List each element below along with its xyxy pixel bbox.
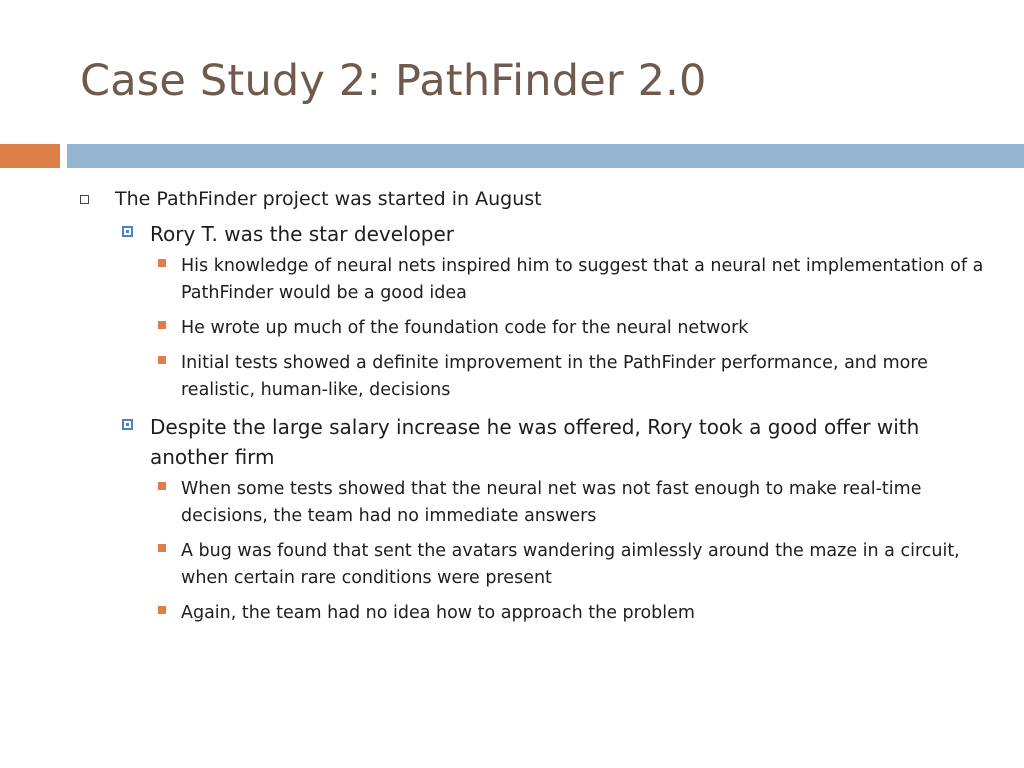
bullet-text: When some tests showed that the neural net was not fast enough to make real-time decisions, the team had no immediate answers xyxy=(181,479,922,526)
bullet-item xyxy=(0,476,1024,538)
bullet-item xyxy=(0,315,1024,350)
bullet-item xyxy=(0,600,1024,635)
bullet-item xyxy=(0,350,1024,412)
bullet-item xyxy=(0,538,1024,600)
bullet-text: He wrote up much of the foundation code for the neural network xyxy=(181,318,749,338)
filled-square-bullet-icon xyxy=(158,544,166,552)
bullet-text: Rory T. was the star developer xyxy=(150,222,455,246)
square-bullet-icon xyxy=(122,419,133,430)
bullet-item xyxy=(0,253,1024,315)
bullet-text: His knowledge of neural nets inspired him to suggest that a neural net implementation of a PathFinder would be a good idea xyxy=(181,256,984,303)
title-accent-bar xyxy=(0,144,60,168)
filled-square-bullet-icon xyxy=(158,606,166,614)
slide-title: Case Study 2: PathFinder 2.0 xyxy=(80,56,707,106)
bullet-text: The PathFinder project was started in August xyxy=(115,188,542,210)
title-divider-bar xyxy=(67,144,1024,168)
hollow-square-bullet-icon xyxy=(80,195,89,204)
bullet-text: Initial tests showed a definite improvement in the PathFinder performance, and more realistic, human-like, decisions xyxy=(181,353,928,400)
square-bullet-icon xyxy=(122,226,133,237)
bullet-item xyxy=(0,412,1024,476)
filled-square-bullet-icon xyxy=(158,482,166,490)
bullet-text: Again, the team had no idea how to approach the problem xyxy=(181,603,695,623)
bullet-text: A bug was found that sent the avatars wandering aimlessly around the maze in a circuit, when certain rare conditions were present xyxy=(181,541,960,588)
filled-square-bullet-icon xyxy=(158,356,166,364)
bullet-item xyxy=(0,186,1024,219)
bullet-text: Despite the large salary increase he was offered, Rory took a good offer with another firm xyxy=(150,415,920,469)
filled-square-bullet-icon xyxy=(158,321,166,329)
bullet-item xyxy=(0,219,1024,253)
bullet-list xyxy=(0,186,1024,635)
filled-square-bullet-icon xyxy=(158,259,166,267)
